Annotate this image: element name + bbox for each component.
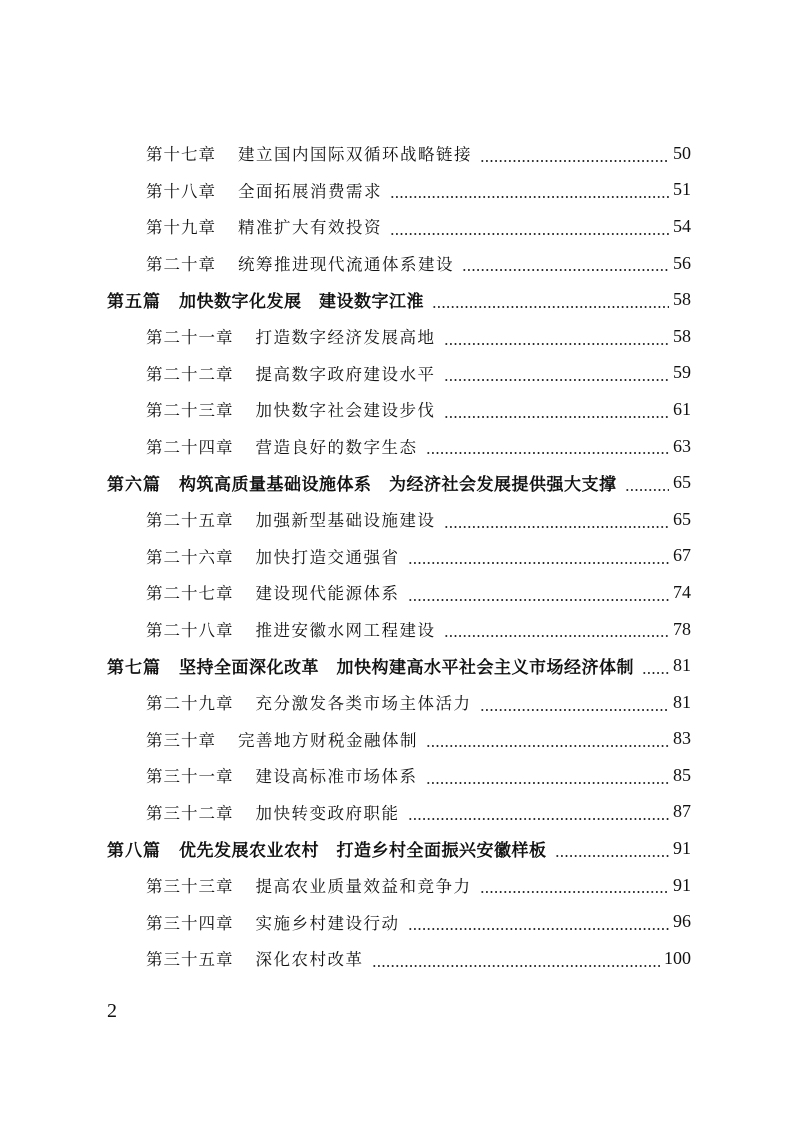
toc-chapter-entry[interactable]: [0, 867, 793, 904]
dot-leader: [480, 160, 669, 162]
dot-leader: [372, 965, 661, 967]
dot-leader: [390, 196, 669, 198]
toc-chapter-entry[interactable]: [0, 245, 793, 282]
chapter-title: 建设现代能源体系: [255, 584, 400, 604]
chapter-number: 第二十二章: [146, 364, 234, 384]
page-number: 2: [107, 1000, 117, 1022]
part-number: 第八篇: [107, 841, 161, 862]
chapter-number: 第二十五章: [146, 511, 234, 531]
toc-page-number: 63: [673, 435, 691, 456]
toc-page-number: 58: [673, 325, 691, 346]
dot-leader: [390, 233, 669, 235]
toc-chapter-entry[interactable]: [0, 538, 793, 575]
toc-page-number: 56: [673, 252, 691, 273]
chapter-number: 第二十九章: [146, 694, 234, 714]
toc-part-entry[interactable]: [0, 281, 793, 318]
chapter-title: 加快数字社会建设步伐: [255, 401, 436, 421]
dot-leader: [444, 526, 670, 528]
toc-page-number: 83: [673, 728, 691, 749]
chapter-number: 第二十一章: [146, 328, 234, 348]
chapter-number: 第三十五章: [146, 950, 234, 970]
toc-chapter-entry[interactable]: [0, 611, 793, 648]
chapter-title: 营造良好的数字生态: [255, 438, 418, 458]
toc-chapter-entry[interactable]: [0, 428, 793, 465]
dot-leader: [444, 343, 670, 345]
toc-chapter-entry[interactable]: [0, 794, 793, 831]
toc-chapter-entry[interactable]: [0, 757, 793, 794]
chapter-title: 提高农业质量效益和竞争力: [255, 877, 472, 897]
toc-part-entry[interactable]: [0, 464, 793, 501]
toc-page-number: 87: [673, 801, 691, 822]
chapter-number: 第二十六章: [146, 547, 234, 567]
part-title: 构筑高质量基础设施体系 为经济社会发展提供强大支撑: [179, 475, 617, 496]
toc-page-number: 61: [673, 398, 691, 419]
toc-chapter-entry[interactable]: [0, 501, 793, 538]
part-number: 第六篇: [107, 475, 161, 496]
toc-page-number: 91: [673, 838, 691, 859]
toc-part-entry[interactable]: [0, 647, 793, 684]
toc-page-number: 50: [673, 142, 691, 163]
chapter-title: 全面拓展消费需求: [238, 181, 382, 201]
chapter-title: 充分激发各类市场主体活力: [255, 694, 472, 714]
toc-page-number: 81: [673, 691, 691, 712]
chapter-title: 推进安徽水网工程建设: [255, 621, 436, 641]
toc-page-number: 96: [673, 911, 691, 932]
part-title: 加快数字化发展 建设数字江淮: [179, 292, 424, 313]
toc-chapter-entry[interactable]: [0, 391, 793, 428]
dot-leader: [408, 562, 670, 564]
chapter-number: 第十八章: [146, 181, 216, 201]
chapter-number: 第三十二章: [146, 803, 234, 823]
toc-chapter-entry[interactable]: [0, 208, 793, 245]
toc-page-number: 51: [673, 179, 691, 200]
part-title: 坚持全面深化改革 加快构建高水平社会主义市场经济体制: [179, 658, 634, 679]
chapter-title: 提高数字政府建设水平: [255, 364, 436, 384]
chapter-title: 实施乡村建设行动: [255, 913, 400, 933]
dot-leader: [426, 782, 670, 784]
toc-chapter-entry[interactable]: [0, 940, 793, 977]
part-title: 优先发展农业农村 打造乡村全面振兴安徽样板: [179, 841, 547, 862]
toc-chapter-entry[interactable]: [0, 684, 793, 721]
dot-leader: [408, 599, 670, 601]
dot-leader: [462, 269, 669, 271]
dot-leader: [444, 379, 670, 381]
toc-chapter-entry[interactable]: [0, 135, 793, 172]
toc-page-number: 81: [673, 655, 691, 676]
chapter-title: 加快打造交通强省: [255, 547, 400, 567]
chapter-number: 第十九章: [146, 218, 216, 238]
chapter-number: 第二十章: [146, 255, 216, 275]
chapter-number: 第三十三章: [146, 877, 234, 897]
toc-page-number: 54: [673, 215, 691, 236]
toc-page-number: 65: [673, 472, 691, 493]
part-number: 第五篇: [107, 292, 161, 313]
chapter-title: 建立国内国际双循环战略链接: [238, 145, 472, 165]
chapter-title: 深化农村改革: [255, 950, 364, 970]
chapter-title: 加强新型基础设施建设: [255, 511, 436, 531]
toc-chapter-entry[interactable]: [0, 172, 793, 209]
dot-leader: [408, 928, 670, 930]
chapter-title: 打造数字经济发展高地: [255, 328, 436, 348]
dot-leader: [432, 306, 669, 308]
chapter-title: 建设高标准市场体系: [255, 767, 418, 787]
chapter-number: 第二十七章: [146, 584, 234, 604]
dot-leader: [444, 635, 670, 637]
dot-leader: [426, 745, 669, 747]
chapter-number: 第三十四章: [146, 913, 234, 933]
toc-page-number: 67: [673, 545, 691, 566]
part-number: 第七篇: [107, 658, 161, 679]
toc-chapter-entry[interactable]: [0, 574, 793, 611]
dot-leader: [480, 709, 670, 711]
toc-page-number: 74: [673, 581, 691, 602]
toc-page-number: 65: [673, 508, 691, 529]
toc-chapter-entry[interactable]: [0, 721, 793, 758]
toc-chapter-entry[interactable]: [0, 355, 793, 392]
chapter-number: 第二十四章: [146, 438, 234, 458]
dot-leader: [480, 891, 670, 893]
dot-leader: [642, 672, 669, 674]
toc-chapter-entry[interactable]: [0, 903, 793, 940]
toc-page-number: 91: [673, 874, 691, 895]
dot-leader: [625, 489, 670, 491]
table-of-contents: [0, 135, 793, 977]
toc-page-number: 78: [673, 618, 691, 639]
dot-leader: [555, 855, 670, 857]
toc-page-number: 59: [673, 362, 691, 383]
toc-page-number: 85: [673, 764, 691, 785]
chapter-number: 第三十一章: [146, 767, 234, 787]
chapter-title: 统筹推进现代流通体系建设: [238, 255, 454, 275]
dot-leader: [426, 452, 670, 454]
toc-chapter-entry[interactable]: [0, 318, 793, 355]
chapter-number: 第二十三章: [146, 401, 234, 421]
chapter-number: 第二十八章: [146, 621, 234, 641]
chapter-number: 第三十章: [146, 730, 216, 750]
chapter-title: 加快转变政府职能: [255, 803, 400, 823]
toc-page-number: 100: [664, 947, 691, 968]
dot-leader: [408, 818, 670, 820]
toc-part-entry[interactable]: [0, 830, 793, 867]
chapter-title: 精准扩大有效投资: [238, 218, 382, 238]
toc-page-number: 58: [673, 289, 691, 310]
dot-leader: [444, 416, 670, 418]
chapter-title: 完善地方财税金融体制: [238, 730, 418, 750]
chapter-number: 第十七章: [146, 145, 216, 165]
